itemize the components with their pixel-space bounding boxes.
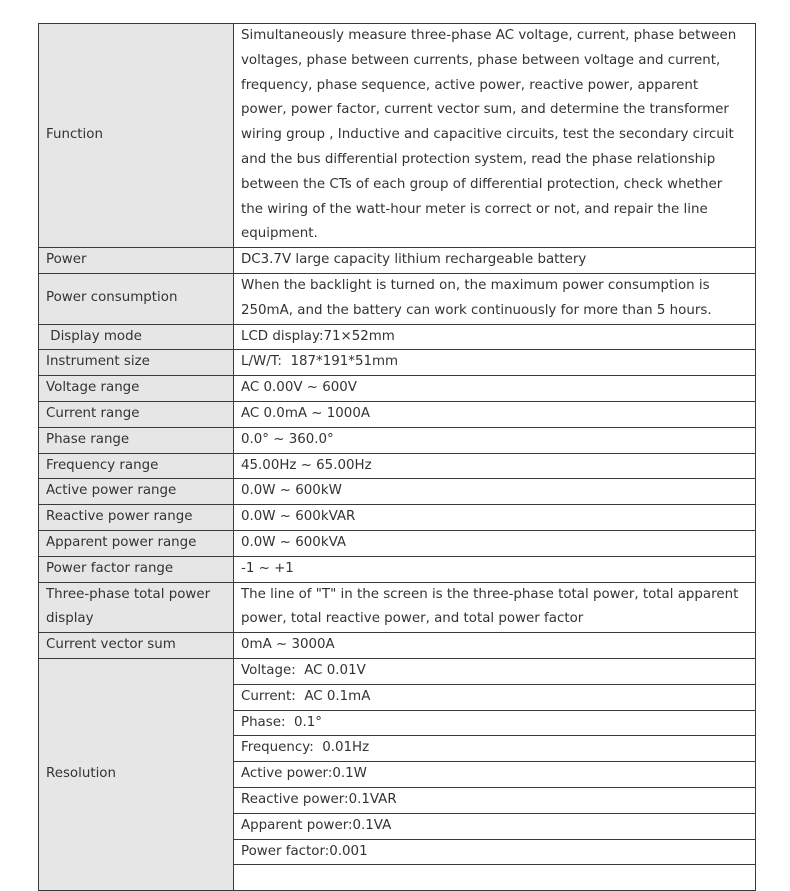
table-row-current-vector-sum xyxy=(39,633,756,659)
resolution-reactive-power: Reactive power:0.1VAR xyxy=(234,787,756,813)
row-value: 45.00Hz ~ 65.00Hz xyxy=(234,453,756,479)
row-label: Power xyxy=(39,248,234,274)
table-row-frequency-range xyxy=(39,453,756,479)
row-label: Phase range xyxy=(39,427,234,453)
row-value: The line of "T" in the screen is the three-phase total power, total apparent power, total reactive power, and total power factor xyxy=(234,582,756,633)
resolution-active-power: Active power:0.1W xyxy=(234,762,756,788)
row-label: Reactive power range xyxy=(39,505,234,531)
row-label: Power consumption xyxy=(39,273,234,324)
resolution-frequency: Frequency: 0.01Hz xyxy=(234,736,756,762)
row-label: Three-phase total power display xyxy=(39,582,234,633)
table-row-instrument-size xyxy=(39,350,756,376)
row-label: Frequency range xyxy=(39,453,234,479)
row-label: Instrument size xyxy=(39,350,234,376)
row-value: DC3.7V large capacity lithium rechargeable battery xyxy=(234,248,756,274)
row-value: 0.0W ~ 600kW xyxy=(234,479,756,505)
row-value: -1 ~ +1 xyxy=(234,556,756,582)
row-label: Current range xyxy=(39,401,234,427)
row-label: Active power range xyxy=(39,479,234,505)
resolution-empty xyxy=(234,865,756,891)
resolution-voltage: Voltage: AC 0.01V xyxy=(234,658,756,684)
table-row-current-range xyxy=(39,401,756,427)
row-value: LCD display:71×52mm xyxy=(234,324,756,350)
row-label: Function xyxy=(39,24,234,248)
table-row-voltage-range xyxy=(39,376,756,402)
table-row-power xyxy=(39,248,756,274)
row-value: L/W/T: 187*191*51mm xyxy=(234,350,756,376)
table-row-power-factor-range xyxy=(39,556,756,582)
row-value: 0.0° ~ 360.0° xyxy=(234,427,756,453)
table-row-power-consumption xyxy=(39,273,756,324)
row-label: Voltage range xyxy=(39,376,234,402)
table-row-apparent-power-range xyxy=(39,530,756,556)
resolution-current: Current: AC 0.1mA xyxy=(234,684,756,710)
row-label: Power factor range xyxy=(39,556,234,582)
row-value: When the backlight is turned on, the maximum power consumption is 250mA, and the battery can work continuously for more than 5 hours. xyxy=(234,273,756,324)
row-value: 0.0W ~ 600kVAR xyxy=(234,505,756,531)
row-value: AC 0.00V ~ 600V xyxy=(234,376,756,402)
table-row-reactive-power-range xyxy=(39,505,756,531)
row-label: Resolution xyxy=(39,658,234,890)
row-value: 0mA ~ 3000A xyxy=(234,633,756,659)
spec-table xyxy=(38,23,756,891)
table-row-resolution xyxy=(39,658,756,684)
row-label: Display mode xyxy=(39,324,234,350)
row-value: AC 0.0mA ~ 1000A xyxy=(234,401,756,427)
table-row-active-power-range xyxy=(39,479,756,505)
table-row-display-mode xyxy=(39,324,756,350)
table-row-phase-range xyxy=(39,427,756,453)
resolution-power-factor: Power factor:0.001 xyxy=(234,839,756,865)
row-label: Current vector sum xyxy=(39,633,234,659)
table-row-three-phase-total-power-display xyxy=(39,582,756,633)
row-value: Simultaneously measure three-phase AC voltage, current, phase between voltages, phase between currents, phase between voltage and current, frequency, phase sequence, active power, reactive power, apparent power, power factor, current vector sum, and determine the transformer wiring group , Inductive and capacitive circuits, test the secondary circuit and the bus differential protection system, read the phase relationship between the CTs of each group of differential protection, check whether the wiring of the watt-hour meter is correct or not, and repair the line equipment. xyxy=(234,24,756,248)
resolution-phase: Phase: 0.1° xyxy=(234,710,756,736)
row-label: Apparent power range xyxy=(39,530,234,556)
table-row-function xyxy=(39,24,756,248)
resolution-apparent-power: Apparent power:0.1VA xyxy=(234,813,756,839)
row-value: 0.0W ~ 600kVA xyxy=(234,530,756,556)
